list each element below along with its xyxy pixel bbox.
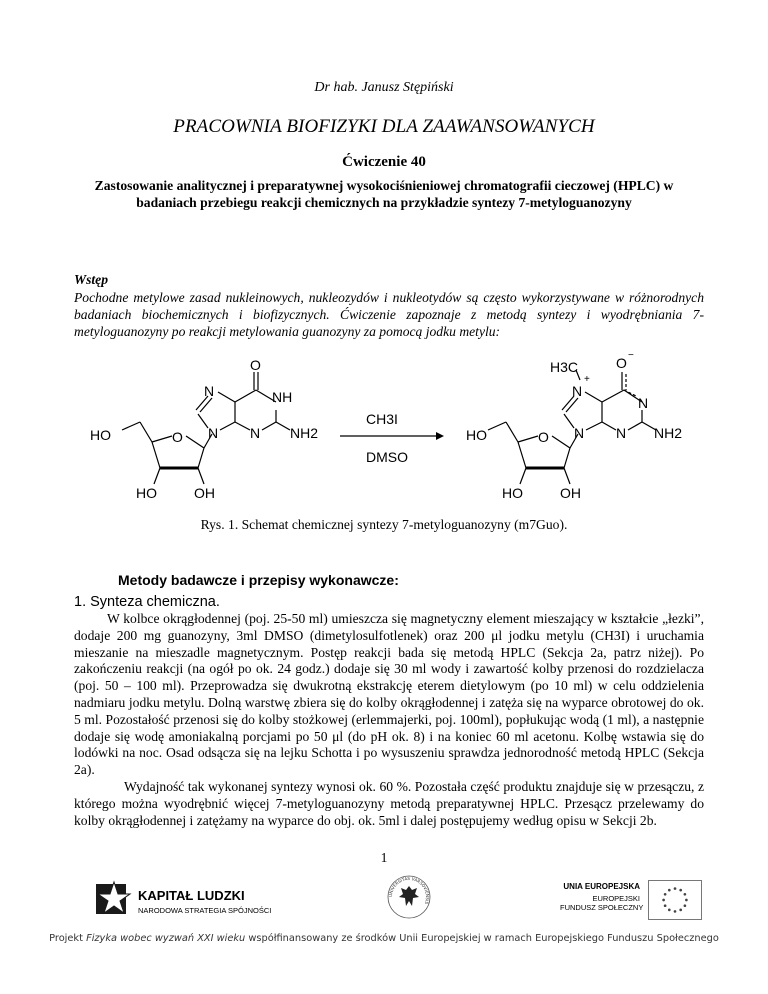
scheme-label: N [208,425,219,441]
scheme-label: NH2 [654,425,683,441]
intro-text: Pochodne metylowe zasad nukleinowych, nukleozydów i nukleotydów są często wykorzystywane w różnorodnych badaniach biochemicznych i biofizycznych. Ćwiczenie zapoznaje z metodą syntezy i wyodrębniania 7-metyloguanozyny po reakcji metylowania guanozyny za pomocą jodku metylu: [74,290,704,339]
guanosine-structure [90,357,318,501]
scheme-label: HO [136,485,157,501]
scheme-label: HO [90,427,111,443]
scheme-label: N [574,425,585,441]
scheme-label: O [172,429,183,445]
scheme-label: N [572,383,583,399]
scheme-label: OH [560,485,581,501]
exercise-number: Ćwiczenie 40 [342,154,426,170]
paragraph: W kolbce okrągłodennej (poj. 25-50 ml) umieszcza się magnetyczny element mieszający w kształcie „łezki”, dodaje 200 mg guanozyny, 3ml DMSO (dimetylosulfotlenek) oraz 200 μl jodku metylu (CH3I) i uruchamia mieszanie na mieszadle magnetycznym. Postęp reakcji bada się metodą HPLC (Sekcja 2a, patrz niżej). Po zakończeniu reakcji (na ogół po ok. 24 godz.) dodaje się 30 ml wody i zawartość kolby przenosi do rozdzielacza (poj. 50 – 100 ml). Przeprowadza się dwukrotną ekstrakcję eterem dietylowym (po 10 ml) w celu oddzielenia nadmiaru jodku metylu. Dolną warstwę zbiera się do kolby okrągłodennej i zatęża się na wyparce obrotowej do ok. 5 ml. Pozostałość przenosi się do kolby stożkowej (erlemmajerki, poj. 100ml), popłukując wodą (1 ml), a następnie dodaje się wodę amoniakalną porcjami po 50 μl (do pH ok. 8) i na koniec 60 ml acetonu. Kolbę wstawia się do lodówki na noc. Osad odsącza się na lejku Schotta i po wysuszeniu sprawdza jednorodność metodą HPLC (Sekcja 2a). [74,611,704,778]
eu-text-block [560,882,644,912]
lab-title: PRACOWNIA BIOFIZYKI DLA ZAAWANSOWANYCH [173,116,595,137]
eu-line1: EUROPEJSKI [592,894,640,903]
section-heading: 1. Synteza chemiczna. [74,594,220,610]
university-seal [386,874,432,925]
methylguanosine-structure [466,350,682,501]
exercise-title: Zastosowanie analitycznej i preparatywnej wysokociśnieniowej chromatografii cieczowej (HPLC) w badaniach przebiegu reakcji chemicznych na przykładzie syntezy 7-metyloguanozyny [94,178,674,210]
star-logo-icon [96,880,132,916]
scheme-label: NH [272,389,293,405]
eu-title: UNIA EUROPEJSKA [563,882,640,891]
scheme-label: + [584,374,590,385]
kapital-title: KAPITAŁ LUDZKI [138,888,245,903]
scheme-label: NH2 [290,425,319,441]
scheme-label: N [204,383,215,399]
eu-flag-icon [648,880,702,920]
reaction-scheme [90,350,690,510]
kapital-subtitle: NARODOWA STRATEGIA SPÓJNOŚCI [138,906,272,915]
scheme-label: OH [194,485,215,501]
methods-heading: Metody badawcze i przepisy wykonawcze: [118,572,399,588]
project-note-prefix: Projekt [49,933,87,944]
solvent-label: DMSO [366,449,408,465]
project-note-suffix: współfinansowany ze środków Unii Europejskiej w ramach Europejskiego Funduszu Społecznego [245,933,719,944]
scheme-label: O [616,355,627,371]
project-name: Fizyka wobec wyzwań XXI wieku [86,933,246,944]
eagle-seal-icon [386,874,432,920]
scheme-label: N [616,425,627,441]
seal-text: UNIVERSITAS VARSOVIENSIS [387,875,431,905]
page-number: 1 [380,850,388,865]
reaction-arrow [340,411,444,465]
scheme-label: N [250,425,261,441]
scheme-label: HO [502,485,523,501]
project-footer-note [0,933,768,944]
scheme-label: H3C [550,359,579,375]
scheme-label: N [638,395,649,411]
paragraph: Wydajność tak wykonanej syntezy wynosi ok. 60 %. Pozostała część produktu znajduje się w przesączu, z którego można wyodrębnić więcej 7-metyloguanozyny metodą preparatywnej HPLC. Przesącz przelewamy do kolby okrągłodennej i zatężamy na wyparce do obj. ok. 5ml i dalej postępujemy według opisu w Sekcji 2b. [74,778,704,828]
author-line: Dr hab. Janusz Stępiński [314,80,454,95]
figure-caption: Rys. 1. Schemat chemicznej syntezy 7-metyloguanozyny (m7Guo). [200,517,568,532]
body-text [74,611,704,829]
intro-heading: Wstęp [74,272,108,287]
scheme-label: O [250,357,261,373]
scheme-label: HO [466,427,487,443]
scheme-label: O [538,429,549,445]
reagent-label: CH3I [366,411,398,427]
scheme-label: − [628,350,634,361]
eu-line2: FUNDUSZ SPOŁECZNY [560,903,644,912]
